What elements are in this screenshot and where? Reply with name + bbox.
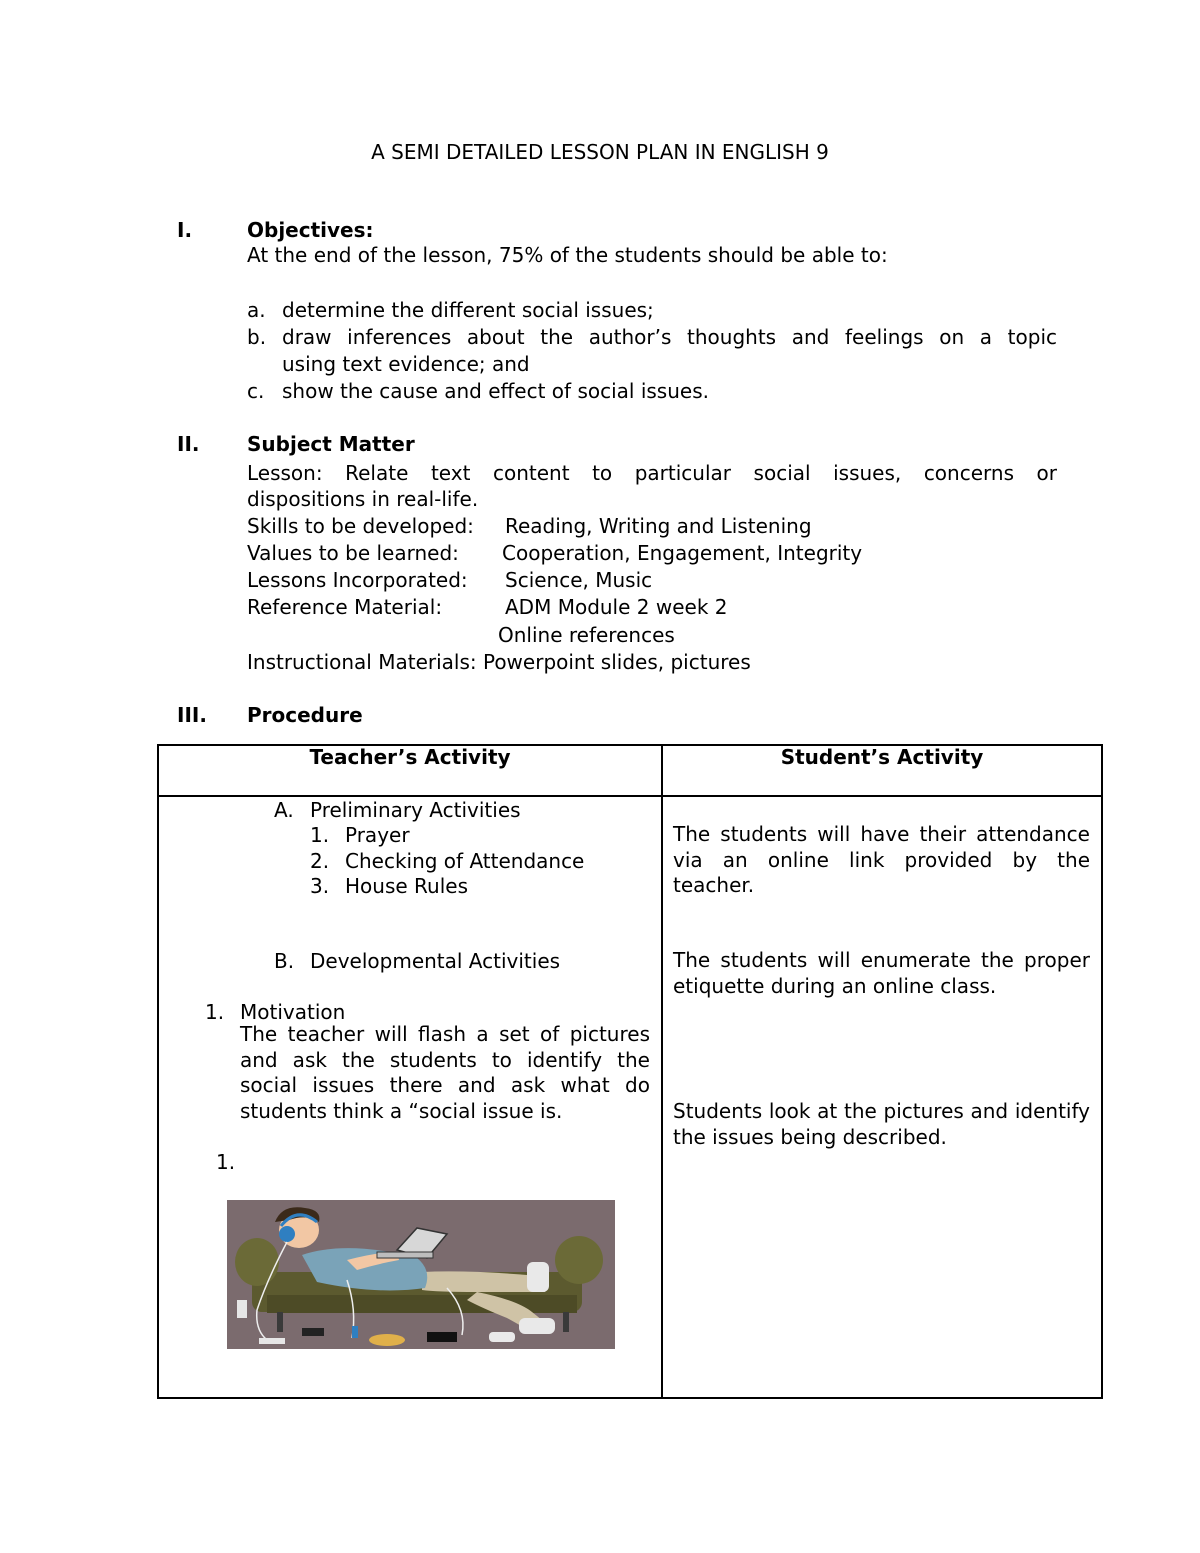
table-header-divider xyxy=(157,795,1103,797)
prelim-item-3: House Rules xyxy=(345,874,468,898)
instructional-materials: Instructional Materials: Powerpoint slides, pictures xyxy=(247,650,751,674)
prelim-item-3-num: 3. xyxy=(310,874,330,898)
student-activity-1: The students will have their attendance via an online link provided by the teacher. xyxy=(673,822,1090,897)
lesson-line1: Lesson: Relate text content to particular social issues, concerns or xyxy=(247,461,1057,485)
objective-b-text-line1: draw inferences about the author’s thoughts and feelings on a topic xyxy=(282,325,1057,349)
procedure-heading: Procedure xyxy=(247,703,363,727)
lessons-incorporated-value: Science, Music xyxy=(505,568,653,592)
objective-b-text-line2: using text evidence; and xyxy=(282,352,530,376)
motivation-text: The teacher will flash a set of pictures and ask the students to identify the social issues there and ask what do students think a “social issue is. xyxy=(240,1022,650,1123)
objective-a-letter: a. xyxy=(247,298,266,322)
subject-matter-heading: Subject Matter xyxy=(247,432,415,456)
student-activity-2: The students will enumerate the proper etiquette during an online class. xyxy=(673,948,1090,998)
reference-value-1: ADM Module 2 week 2 xyxy=(505,595,728,619)
skills-label: Skills to be developed: xyxy=(247,514,474,538)
dev-letter: B. xyxy=(274,949,295,973)
prelim-title: Preliminary Activities xyxy=(310,798,521,822)
motivation-num: 1. xyxy=(205,1000,225,1024)
objective-a-text: determine the different social issues; xyxy=(282,298,654,322)
skills-value: Reading, Writing and Listening xyxy=(505,514,812,538)
procedure-numeral: III. xyxy=(177,703,207,727)
prelim-item-1: Prayer xyxy=(345,823,410,847)
couch-potato-illustration xyxy=(227,1200,615,1349)
motivation-title: Motivation xyxy=(240,1000,346,1024)
prelim-item-2: Checking of Attendance xyxy=(345,849,585,873)
social-issue-picture xyxy=(227,1200,615,1349)
teacher-activity-header: Teacher’s Activity xyxy=(309,745,511,769)
lessons-incorporated-label: Lessons Incorporated: xyxy=(247,568,468,592)
prelim-item-2-num: 2. xyxy=(310,849,330,873)
objective-c-text: show the cause and effect of social issues. xyxy=(282,379,709,403)
objectives-numeral: I. xyxy=(177,218,193,242)
values-label: Values to be learned: xyxy=(247,541,459,565)
objectives-heading: Objectives: xyxy=(247,218,374,242)
objectives-intro: At the end of the lesson, 75% of the students should be able to: xyxy=(247,243,888,267)
objective-b-letter: b. xyxy=(247,325,267,349)
document-title: A SEMI DETAILED LESSON PLAN IN ENGLISH 9 xyxy=(371,140,829,164)
reference-label: Reference Material: xyxy=(247,595,443,619)
subject-matter-numeral: II. xyxy=(177,432,200,456)
student-activity-3: Students look at the pictures and identify the issues being described. xyxy=(673,1099,1090,1149)
prelim-item-1-num: 1. xyxy=(310,823,330,847)
lesson-line2: dispositions in real-life. xyxy=(247,487,479,511)
student-activity-header: Student’s Activity xyxy=(780,745,984,769)
objective-c-letter: c. xyxy=(247,379,265,403)
values-value: Cooperation, Engagement, Integrity xyxy=(502,541,863,565)
table-column-divider xyxy=(661,744,663,1399)
reference-value-2: Online references xyxy=(498,623,675,647)
prelim-letter: A. xyxy=(274,798,294,822)
picture-num: 1. xyxy=(216,1150,236,1174)
dev-title: Developmental Activities xyxy=(310,949,561,973)
